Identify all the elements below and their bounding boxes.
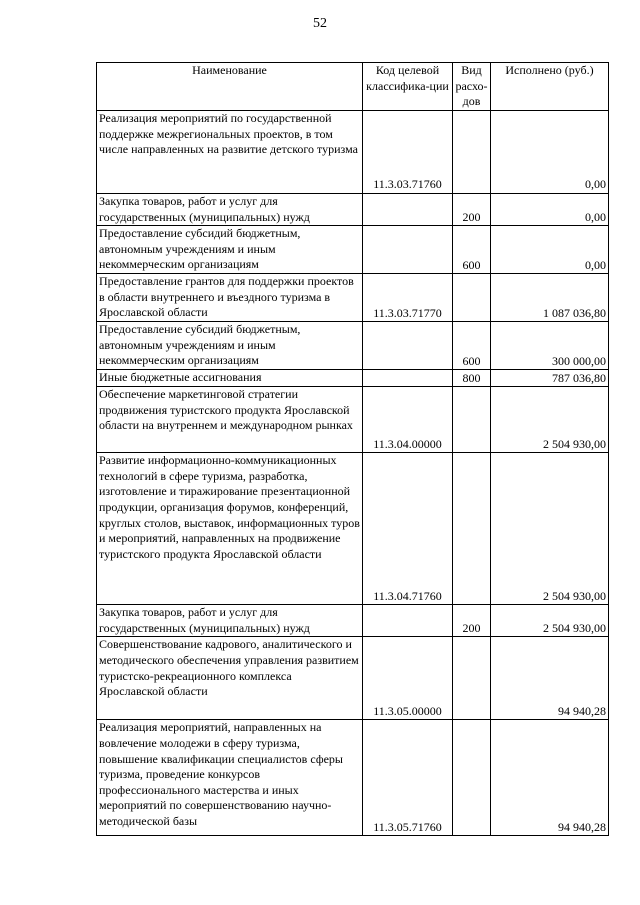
table-cell-amount: 2 504 930,00: [491, 453, 609, 605]
page-number: 52: [313, 16, 327, 31]
table-cell-name: Закупка товаров, работ и услуг для государственных (муниципальных) нужд: [97, 605, 363, 637]
table-cell-name: Предоставление субсидий бюджетным, автономным учреждениям и иным некоммерческим организациям: [97, 226, 363, 274]
table-cell-code: 11.3.05.00000: [363, 637, 453, 720]
expenditure-table: [96, 62, 609, 836]
table-row: [97, 637, 609, 720]
header-code: Код целевой классифика-ции: [363, 63, 453, 111]
table-cell-kind: 800: [453, 370, 491, 387]
table-row: [97, 370, 609, 387]
table-cell-name: Предоставление субсидий бюджетным, автономным учреждениям и иным некоммерческим организациям: [97, 322, 363, 370]
header-executed: Исполнено (руб.): [491, 63, 609, 111]
table-cell-code: [363, 370, 453, 387]
table-cell-amount: 2 504 930,00: [491, 387, 609, 453]
table-cell-amount: 1 087 036,80: [491, 274, 609, 322]
table-cell-kind: 600: [453, 226, 491, 274]
table-cell-kind: [453, 274, 491, 322]
table-row: [97, 111, 609, 194]
table-cell-code: [363, 226, 453, 274]
table-cell-kind: [453, 453, 491, 605]
table-cell-kind: [453, 111, 491, 194]
header-kind: Вид расхо-дов: [453, 63, 491, 111]
table-header-row: [97, 63, 609, 111]
table-cell-amount: 2 504 930,00: [491, 605, 609, 637]
table-cell-kind: [453, 720, 491, 836]
table-cell-amount: 0,00: [491, 194, 609, 226]
table-row: [97, 226, 609, 274]
table-cell-code: 11.3.03.71760: [363, 111, 453, 194]
table-cell-code: [363, 194, 453, 226]
table-cell-name: Развитие информационно-коммуникационных технологий в сфере туризма, разработка, изготовление и тиражирование презентационной продукции, организация форумов, конференций, круглых столов, выставок, информационных туров и мероприятий, направленных на продвижение туристского продукта Ярославской области: [97, 453, 363, 605]
table-cell-name: Закупка товаров, работ и услуг для государственных (муниципальных) нужд: [97, 194, 363, 226]
table-cell-kind: [453, 637, 491, 720]
header-name: Наименование: [97, 63, 363, 111]
table-cell-amount: 300 000,00: [491, 322, 609, 370]
table-cell-code: 11.3.04.71760: [363, 453, 453, 605]
table-cell-code: 11.3.05.71760: [363, 720, 453, 836]
table-row: [97, 720, 609, 836]
table-cell-code: [363, 605, 453, 637]
table-cell-code: 11.3.04.00000: [363, 387, 453, 453]
table-cell-name: Обеспечение маркетинговой стратегии продвижения туристского продукта Ярославской области на внутреннем и международном рынках: [97, 387, 363, 453]
table-cell-name: Реализация мероприятий, направленных на вовлечение молодежи в сферу туризма, повышение квалификации специалистов сферы туризма, проведение конкурсов профессионального мастерства и иных мероприятий по совершенствованию научно-методической базы: [97, 720, 363, 836]
table-cell-name: Совершенствование кадрового, аналитического и методического обеспечения управления развитием туристско-рекреационного комплекса Ярославской области: [97, 637, 363, 720]
table-cell-kind: 200: [453, 194, 491, 226]
table-row: [97, 605, 609, 637]
table-row: [97, 194, 609, 226]
table-row: [97, 453, 609, 605]
table-cell-name: Предоставление грантов для поддержки проектов в области внутреннего и въездного туризма в Ярославской области: [97, 274, 363, 322]
table-cell-name: Иные бюджетные ассигнования: [97, 370, 363, 387]
table-cell-kind: 200: [453, 605, 491, 637]
table-cell-code: [363, 322, 453, 370]
table-cell-code: 11.3.03.71770: [363, 274, 453, 322]
table-cell-amount: 787 036,80: [491, 370, 609, 387]
table-cell-amount: 0,00: [491, 111, 609, 194]
table-cell-kind: 600: [453, 322, 491, 370]
table-row: [97, 322, 609, 370]
table-cell-amount: 94 940,28: [491, 720, 609, 836]
table-cell-amount: 94 940,28: [491, 637, 609, 720]
table-cell-name: Реализация мероприятий по государственной поддержке межрегиональных проектов, в том числе направленных на развитие детского туризма: [97, 111, 363, 194]
table-cell-kind: [453, 387, 491, 453]
table-cell-amount: 0,00: [491, 226, 609, 274]
table-row: [97, 387, 609, 453]
table-row: [97, 274, 609, 322]
